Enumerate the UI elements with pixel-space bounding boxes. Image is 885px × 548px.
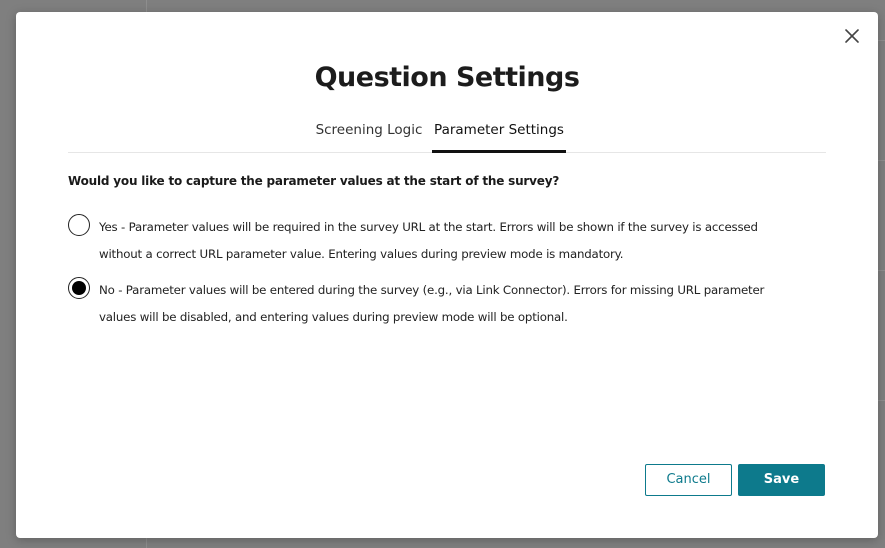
save-button[interactable]: Save — [738, 464, 825, 496]
dialog-title: Question Settings — [314, 62, 580, 93]
option-no-label: No - Parameter values will be entered during the survey (e.g., via Link Connector). Errors for missing URL parameter values will be disabled, and entering values during preview mode will be optional. — [99, 283, 765, 324]
close-button[interactable] — [843, 27, 861, 45]
cancel-button[interactable]: Cancel — [645, 464, 732, 496]
tab-parameter-settings[interactable]: Parameter Settings — [432, 122, 566, 153]
option-yes-label: Yes - Parameter values will be required in the survey URL at the start. Errors will be shown if the survey is accessed without a correct URL parameter value. Entering values during preview mode is mandatory. — [99, 220, 758, 261]
question-settings-dialog — [16, 12, 878, 538]
close-icon — [843, 27, 861, 45]
radio-no[interactable] — [68, 277, 90, 299]
settings-tabs — [68, 120, 826, 153]
radio-yes[interactable] — [68, 214, 90, 236]
question-label: Would you like to capture the parameter values at the start of the survey? — [68, 174, 560, 188]
tab-screening-logic[interactable]: Screening Logic — [315, 122, 423, 138]
